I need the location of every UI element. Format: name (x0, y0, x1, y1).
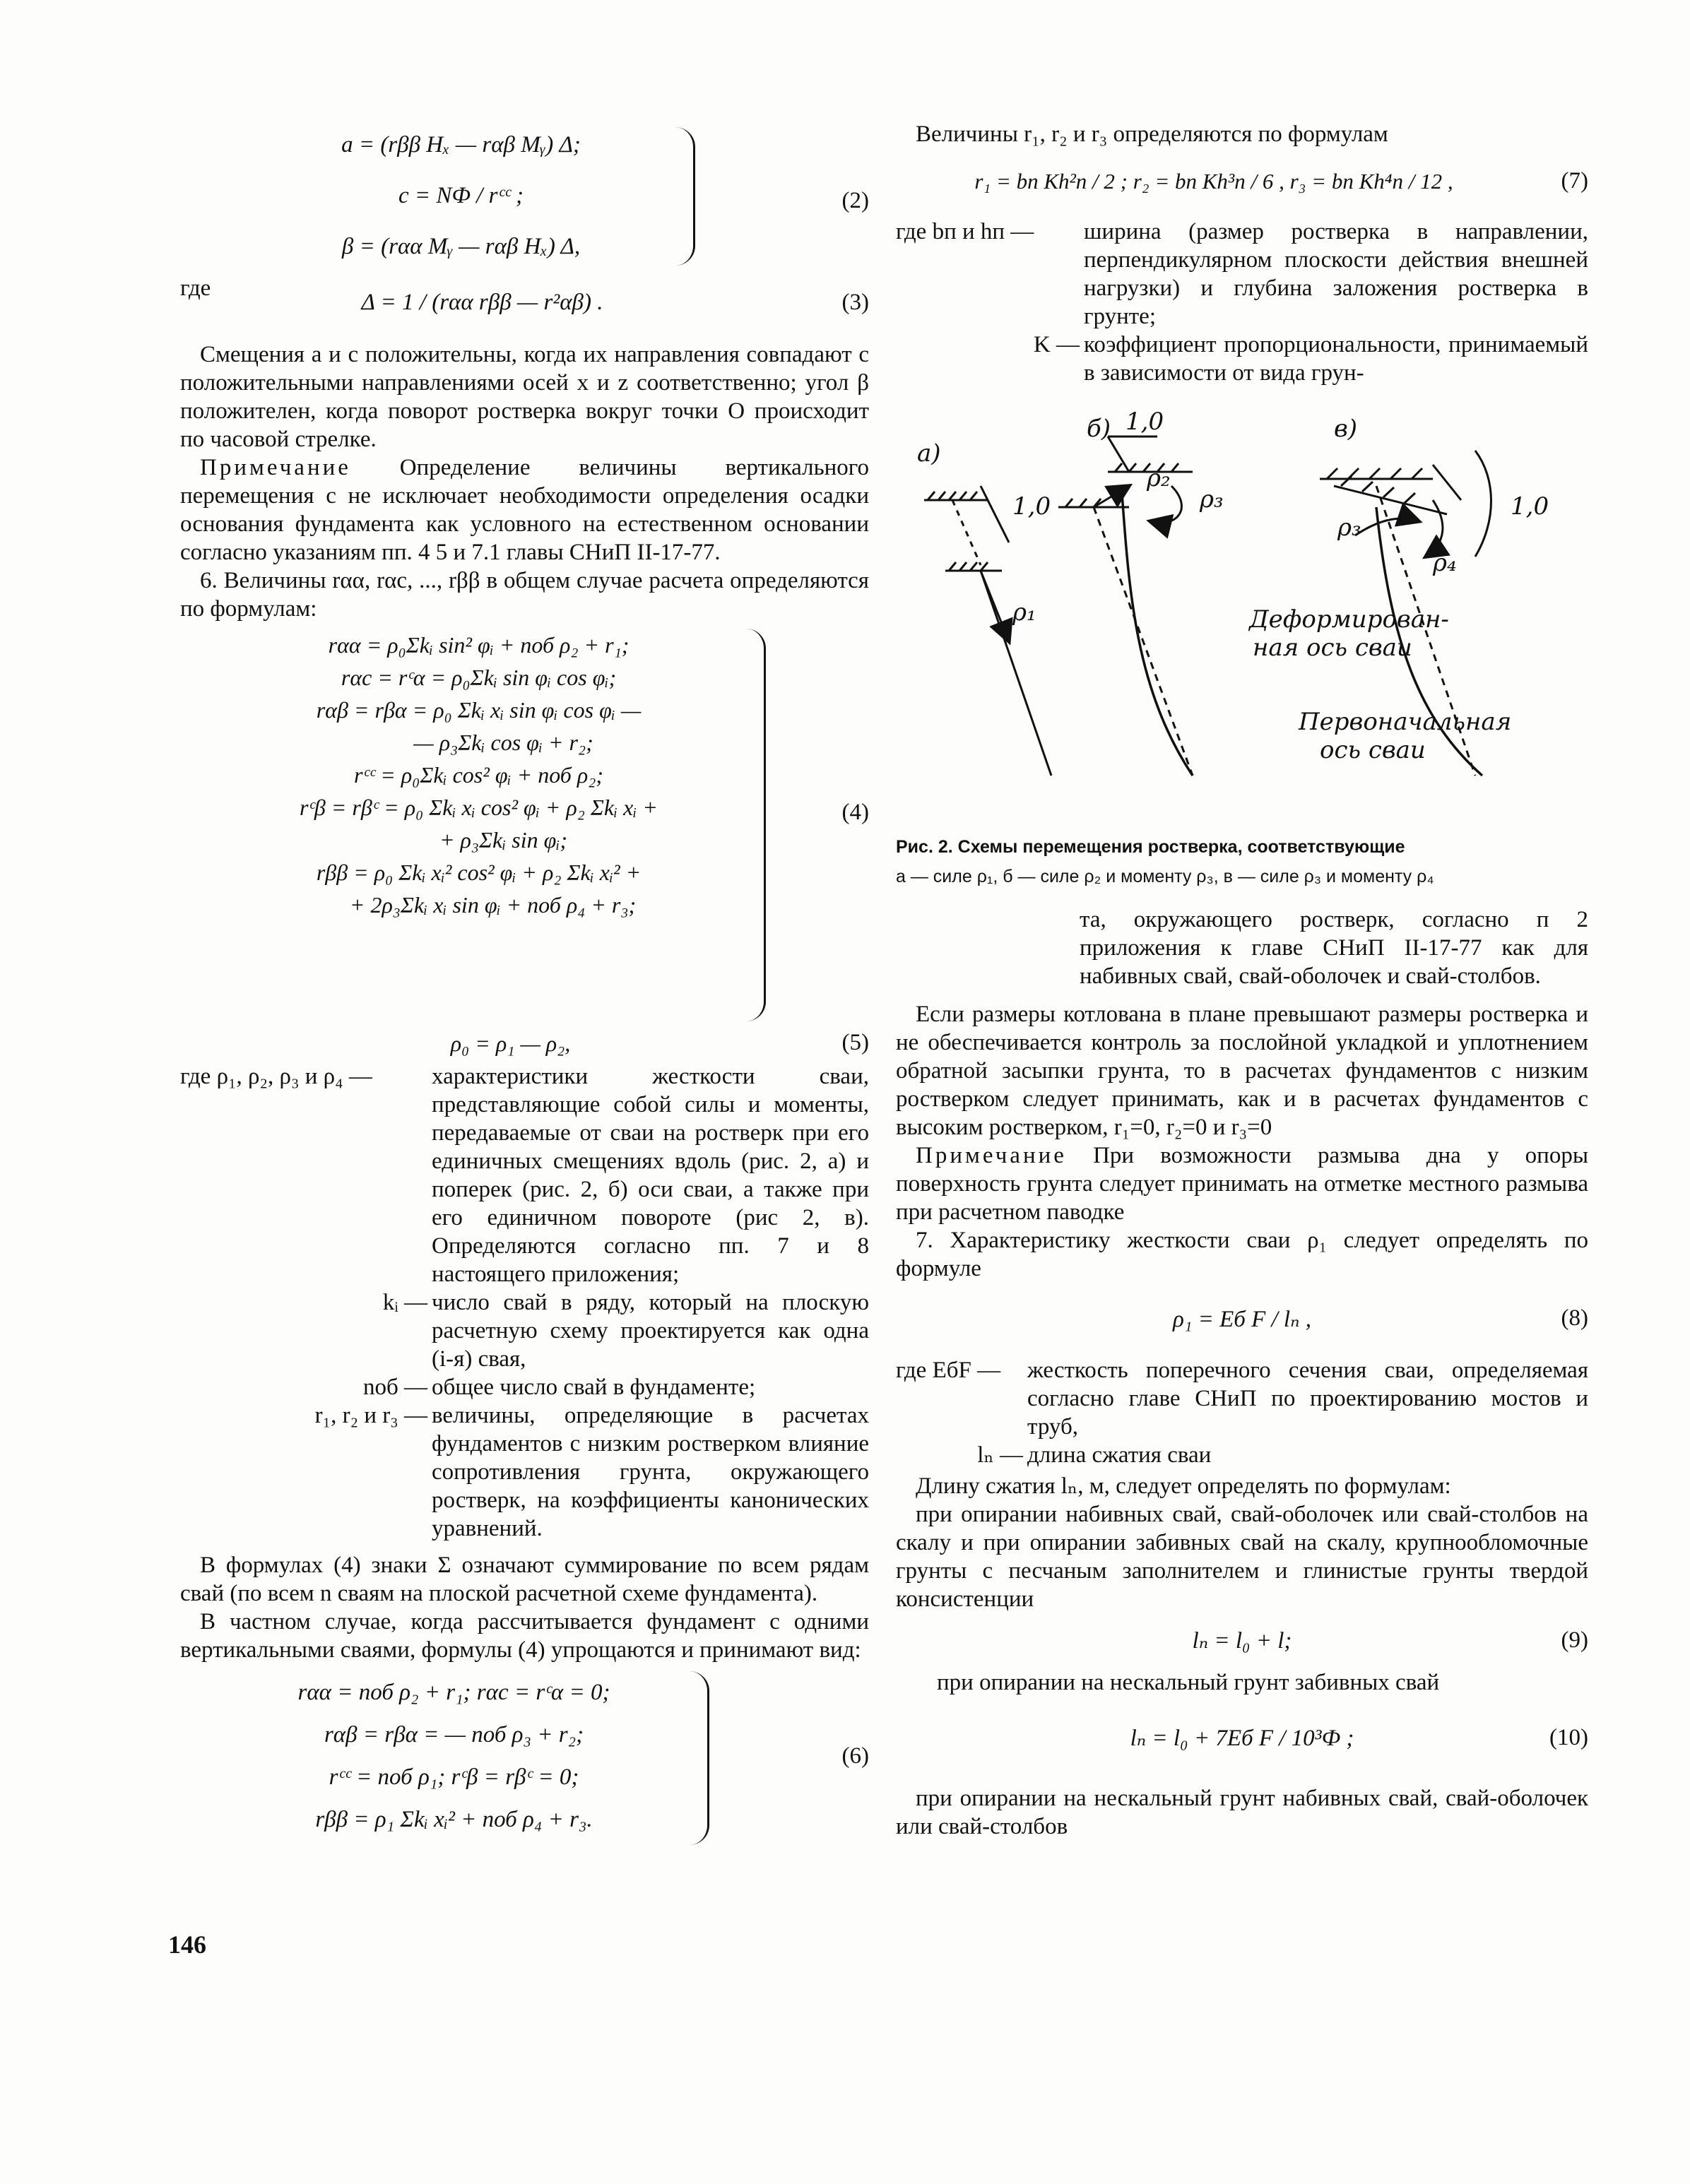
fig-deformed-2: ная ось сваи (1253, 634, 1412, 662)
equation-9-number: (9) (1561, 1627, 1588, 1653)
definition-k (180, 1288, 869, 1373)
note-1-text: Определение величины вертикального перемещения c не исключает необходимости определения осадки основания фундамента как условного на естественном основании согласно указаниям пп. 4 5 и 7.1 главы СНиП II-17-77. (180, 455, 869, 565)
definition-lN (896, 1441, 1588, 1469)
note-1 (180, 453, 869, 566)
definition-r (180, 1401, 869, 1543)
equation-6-line: rββ = ρ₁ Σkᵢ xᵢ² + nоб ρ₄ + r₃. (315, 1807, 593, 1832)
r-values-intro: Величины r₁, r₂ и r₃ определяются по формулам (916, 121, 1388, 147)
note-2-label: Примечание (916, 1143, 1067, 1168)
equation-8-number: (8) (1561, 1305, 1588, 1331)
equation-7-number: (7) (1561, 168, 1588, 194)
fig-rho3-v: ρ₃ (1337, 514, 1361, 542)
definition-symbol: где ρ₁, ρ₂, ρ₃ и ρ₄ — (180, 1064, 372, 1089)
definition-rho (180, 1062, 869, 1288)
equation-2-line: β = (rαα Mᵧ — rαβ Hₓ) Δ, (341, 234, 581, 259)
equation-3-number: (3) (841, 290, 869, 315)
definition-text: характеристики жесткости сваи, представляющие собой силы и моменты, передаваемые от сваи на ростверк при его единичных смещениях вдоль (рис. 2, а) и поперек (рис. 2, б) оси сваи, а также при его единичном повороте (рис 2, в). Определяются согласно пп. 7 и 8 настоящего приложения; (432, 1064, 869, 1287)
definition-symbol: nоб — (362, 1375, 427, 1400)
equation-6-line: rαβ = rβα = — nоб ρ₃ + r₂; (324, 1722, 584, 1747)
equation-4-line: rαα = ρ₀Σkᵢ sin² φᵢ + nоб ρ₂ + r₁; (328, 632, 630, 658)
equation-6-group (180, 1671, 869, 1848)
definition-symbol: kᵢ — (382, 1290, 427, 1315)
fig-dim-v: 1,0 (1511, 492, 1549, 521)
equation-8: ρ₁ = Eб F / lₙ , (1173, 1307, 1311, 1332)
item-7-paragraph: 7. Характеристику жесткости сваи ρ₁ следует определять по формуле (896, 1228, 1588, 1281)
pit-paragraph: Если размеры котлована в плане превышают размеры ростверка и не обеспечивается контроль за послойной укладкой и уплотнением обратной засыпки грунта, то в расчетах фундаментов с низким ростверком следует принимать, как и в расчетах фундаментов с высоким ростверком, r₁=0, r₂=0 и r₃=0 (896, 1002, 1588, 1140)
fig-original-2: ось сваи (1320, 736, 1426, 764)
displacement-paragraph: Смещения a и c положительны, когда их направления совпадают с положительными направлениями осей x и z соответственно; угол β положителен, когда поворот ростверка вокруг точки O происходит по часовой стрелке. (180, 342, 869, 452)
equation-4-line: + ρ₃Σkᵢ sin φᵢ; (439, 827, 568, 853)
fig-rho2: ρ₂ (1147, 464, 1171, 492)
rock-paragraph: при опирании набивных свай, свай-оболочек или свай-столбов на скалу и при опирании забивных свай на скалу, крупнообломочные грунты с песчаным заполнителем и глинистые грунты твердой консистенции (896, 1502, 1588, 1612)
figure-2 (896, 408, 1588, 832)
equation-2-brace (675, 127, 695, 266)
definition-symbol: K — (1033, 332, 1080, 357)
equation-4-brace (745, 629, 766, 1021)
definitions-8-list (896, 1356, 1588, 1469)
continuation-paragraph: та, окружающего ростверк, согласно п 2 приложения к главе СНиП II-17-77 как для набивных свай, свай-оболочек и свай-столбов. (1080, 907, 1588, 989)
definition-symbol: где EбF — (896, 1358, 1001, 1383)
fig-label-a: а) (917, 439, 941, 468)
bored-paragraph: при опирании на нескальный грунт набивных свай, свай-оболочек или свай-столбов (896, 1786, 1588, 1839)
equation-10: lₙ = l₀ + 7Eб F / 10³Ф ; (1130, 1726, 1354, 1751)
length-paragraph: Длину сжатия lₙ, м, следует определять по формулам: (916, 1473, 1451, 1499)
equation-6-line: rαα = nоб ρ₂ + r₁; rαc = rᶜα = 0; (297, 1680, 610, 1705)
note-1-label: Примечание (200, 455, 351, 480)
equation-10-group (896, 1699, 1588, 1777)
equation-2-line: a = (rββ Hₓ — rαβ Mᵧ) Δ; (341, 132, 581, 158)
definition-text: длина сжатия сваи (1027, 1442, 1212, 1468)
definition-bh (896, 218, 1588, 331)
equation-5-group (180, 1027, 869, 1060)
equation-9: lₙ = l₀ + l; (1192, 1628, 1292, 1654)
equation-4-line: rαβ = rβα = ρ₀ Σkᵢ xᵢ sin φᵢ cos φᵢ — (316, 697, 642, 723)
left-column (180, 120, 869, 1851)
fig-label-b: б) (1087, 415, 1111, 443)
definition-EF (896, 1356, 1588, 1441)
equation-4-group (180, 629, 869, 1024)
where-label: где (180, 275, 211, 301)
equation-5: ρ₀ = ρ₁ — ρ₂, (450, 1031, 571, 1056)
fig-label-v: в) (1334, 415, 1358, 443)
definition-text: жесткость поперечного сечения сваи, определяемая согласно главе СНиП по проектированию мостов и труб, (1027, 1358, 1588, 1440)
fig-rho3-b: ρ₃ (1200, 485, 1224, 514)
definition-symbol: где bп и hп — (896, 219, 1034, 244)
special-case-paragraph: В частном случае, когда рассчитывается фундамент с одними вертикальными сваями, формулы (4) упрощаются и принимают вид: (180, 1609, 869, 1663)
equation-4-line: + 2ρ₃Σkᵢ xᵢ sin φᵢ + nоб ρ₄ + r₃; (349, 892, 637, 918)
equation-4-line: rᶜᶜ = ρ₀Σkᵢ cos² φᵢ + nоб ρ₂; (353, 762, 604, 788)
equation-2-line: c = NФ / rᶜᶜ ; (398, 183, 524, 208)
definition-text: коэффициент пропорциональности, принимаемый в зависимости от вида грун- (1084, 332, 1588, 386)
fig-rho1: ρ₁ (1012, 598, 1036, 627)
definition-text: величины, определяющие в расчетах фундаментов с низким ростверком влияние сопротивления грунта, окружающего ростверк, на коэффициенты канонических уравнений. (432, 1403, 869, 1541)
equation-10-number: (10) (1549, 1725, 1588, 1750)
item-6-paragraph: 6. Величины rαα, rαc, ..., rββ в общем случае расчета определяются по формулам: (180, 568, 869, 622)
fig-original-1: Первоначальная (1299, 708, 1512, 736)
summation-paragraph: В формулах (4) знаки Σ означают суммирование по всем рядам свай (по всем n сваям на плоской расчетной схеме фундамента). (180, 1553, 869, 1606)
definition-text: ширина (размер ростверка в направлении, перпендикулярном плоскости действия внешней нагрузки) и глубина заложения ростверка в грунте; (1084, 219, 1588, 329)
definition-symbol: lₙ — (977, 1442, 1023, 1468)
equation-6-line: rᶜᶜ = nоб ρ₁; rᶜβ = rβᶜ = 0; (329, 1764, 579, 1790)
equation-2-number: (2) (841, 188, 869, 213)
equation-8-group (896, 1286, 1588, 1353)
figure-caption: Рис. 2. Схемы перемещения ростверка, соответствующие (896, 837, 1405, 857)
equation-3-group (180, 274, 869, 338)
driven-paragraph: при опирании на нескальный грунт забивных свай (937, 1670, 1440, 1695)
note-2 (896, 1141, 1588, 1226)
equation-4-line: rαc = rᶜα = ρ₀Σkᵢ sin φᵢ cos φᵢ; (341, 665, 617, 690)
equation-2-group (180, 123, 869, 271)
right-column (896, 120, 1588, 1841)
definitions-list (180, 1062, 869, 1543)
page-number: 146 (168, 1930, 206, 1959)
definition-nob (180, 1373, 869, 1401)
definitions-7-list (896, 218, 1588, 387)
fig-rho4: ρ₄ (1433, 549, 1457, 577)
equation-6-brace (689, 1671, 709, 1845)
equation-4-number: (4) (841, 800, 869, 825)
equation-7-group (896, 151, 1588, 215)
equation-4-line: — ρ₃Σkᵢ cos φᵢ + r₂; (413, 730, 593, 755)
equation-7: r₁ = bп Kh²п / 2 ; r₂ = bп Kh³п / 6 , r₃ = bп Kh⁴п / 12 , (974, 169, 1453, 194)
fig-dim-b: 1,0 (1125, 408, 1164, 436)
equation-3: Δ = 1 / (rαα rββ — r²αβ) . (361, 290, 603, 315)
equation-4-line: rββ = ρ₀ Σkᵢ xᵢ² cos² φᵢ + ρ₂ Σkᵢ xᵢ² + (316, 860, 642, 885)
equation-9-group (896, 1616, 1588, 1666)
figure-2-drawing (896, 408, 1588, 832)
definition-text: число свай в ряду, который на плоскую расчетную схему проектируется как одна (i-я) свая, (432, 1290, 869, 1372)
equation-5-number: (5) (841, 1030, 869, 1055)
equation-4-line: rᶜβ = rβᶜ = ρ₀ Σkᵢ xᵢ cos² φᵢ + ρ₂ Σkᵢ xᵢ + (299, 795, 658, 820)
figure-caption-legend: а — силе ρ₁, б — силе ρ₂ и моменту ρ₃, в — силе ρ₃ и моменту ρ₄ (896, 867, 1434, 886)
definition-text: общее число свай в фундаменте; (432, 1375, 756, 1400)
definition-K (896, 331, 1588, 387)
equation-6-number: (6) (841, 1743, 869, 1769)
note-2-text: При возможности размыва дна у опоры поверхность грунта следует принимать на отметке местного размыва при расчетном паводке (896, 1143, 1588, 1225)
definition-symbol: r₁, r₂ и r₃ — (314, 1403, 427, 1428)
fig-deformed-1: Деформирован- (1249, 605, 1449, 634)
fig-dim-a: 1,0 (1012, 492, 1051, 521)
